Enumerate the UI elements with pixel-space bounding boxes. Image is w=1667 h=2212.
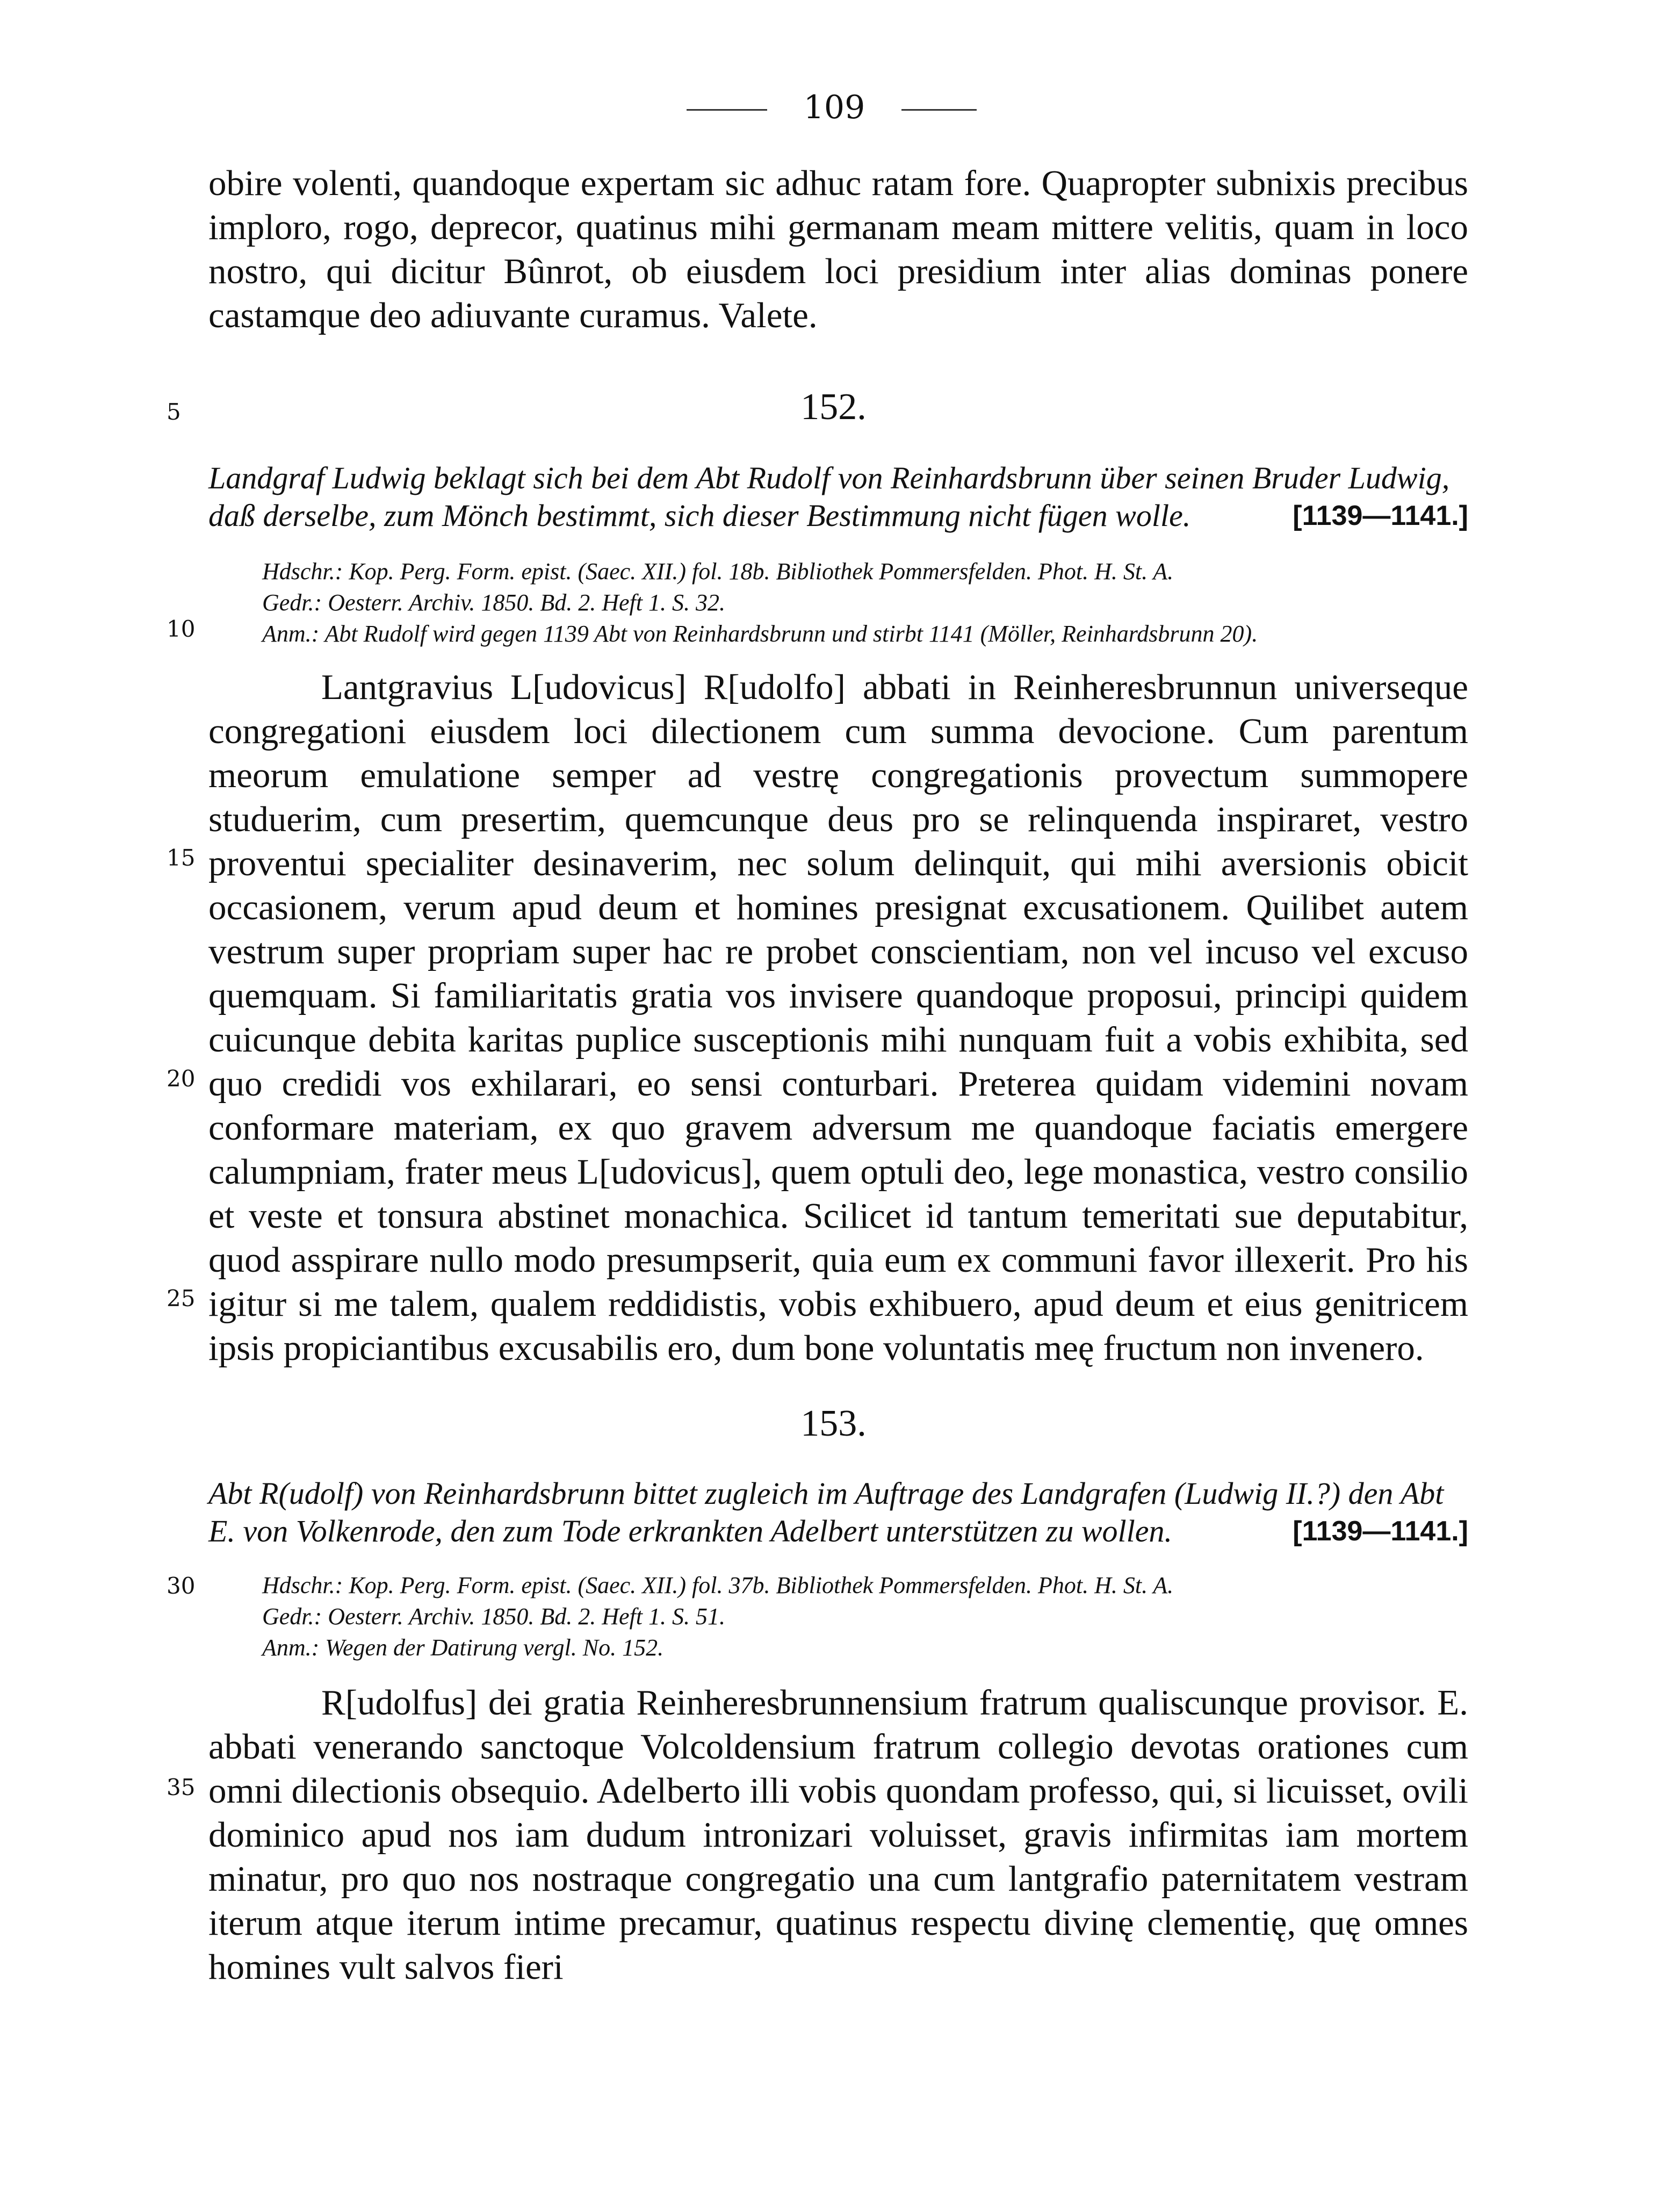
date-153: [1139—1141.] [1293,1516,1468,1547]
apparatus-153 [262,1570,1466,1663]
summary-153 [208,1475,1468,1550]
line-number-10: 10 [167,616,196,642]
printed-note-153: Gedr.: Oesterr. Archiv. 1850. Bd. 2. Heft 1. S. 51. [262,1603,725,1630]
line-number-5: 5 [167,399,181,425]
intro-section [208,161,1468,337]
printed-note-152: Gedr.: Oesterr. Archiv. 1850. Bd. 2. Heft 1. S. 32. [262,589,725,616]
remark-note-153: Anm.: Wegen der Datirung vergl. No. 152. [262,1634,664,1661]
text-153-section [208,1681,1468,1989]
line-number-35: 35 [167,1774,196,1800]
header-rule-right [901,109,977,111]
summary-152-text: Landgraf Ludwig beklagt sich bei dem Abt Rudolf von Reinhardsbrunn über seinen Bruder Ludwig, daß derselbe, zum Mönch bestimmt, sich dieser Bestimmung nicht fügen wolle. [208,460,1450,533]
line-number-15: 15 [167,845,196,871]
document-number-153: 153. [800,1403,867,1444]
text-152-section [208,665,1468,1370]
summary-152 [208,459,1468,535]
text-153: R[udolfus] dei gratia Reinheresbrunnensium fratrum qualiscunque provisor. E. abbati venerando sanctoque Volcoldensium fratrum collegio devotas orationes cum omni dilectionis obsequio. Adelberto illi vobis quondam professo, qui, si licuisset, ovili dominico apud nos iam dudum intronizari voluisset, gravis infirmitas iam mortem minatur, pro quo nos nostraque congregatio una cum lantgrafio paternitatem vestram iterum atque iterum intime precamur, quatinus respectu divinę clementię, quę omnes homines vult salvos fieri [208,1683,1468,1987]
line-number-25: 25 [167,1285,196,1312]
intro-paragraph: obire volenti, quandoque expertam sic adhuc ratam fore. Quapropter subnixis precibus imploro, rogo, deprecor, quatinus mihi germanam meam mittere velitis, quam in loco nostro, qui dicitur Bûnrot, ob eiusdem loci presidium inter alias dominas ponere castamque deo adiuvante curamus. Valete. [208,163,1468,335]
date-152: [1139—1141.] [1293,500,1468,531]
header-rule-left [687,109,767,111]
line-number-20: 20 [167,1065,196,1092]
manuscript-note-153: Hdschr.: Kop. Perg. Form. epist. (Saec. XII.) fol. 37b. Bibliothek Pommersfelden. Phot. H. St. A. [262,1572,1174,1598]
page-number: 109 [803,89,865,126]
summary-153-text: Abt R(udolf) von Reinhardsbrunn bittet zugleich im Auftrage des Landgrafen (Ludwig II.?) den Abt E. von Volkenrode, den zum Tode erkrankten Adelbert unterstützen zu wollen. [208,1476,1444,1548]
line-number-30: 30 [167,1573,196,1599]
manuscript-note-152: Hdschr.: Kop. Perg. Form. epist. (Saec. XII.) fol. 18b. Bibliothek Pommersfelden. Phot. H. St. A. [262,558,1174,585]
apparatus-152 [262,556,1466,650]
remark-note-152: Anm.: Abt Rudolf wird gegen 1139 Abt von Reinhardsbrunn und stirbt 1141 (Möller, Reinhardsbrunn 20). [262,621,1258,647]
text-152: Lantgravius L[udovicus] R[udolfo] abbati in Reinheresbrunnun universeque congregationi eiusdem loci dilectionem cum summa devocione. Cum parentum meorum emulatione semper ad vestrę congregationis provectum summopere studuerim, cum presertim, quemcunque deus pro se relinquenda inspiraret, vestro proventui specialiter desinaverim, nec solum delinquit, qui mihi aversionis obicit occasionem, verum apud deum et homines presignat excusationem. Quilibet autem vestrum super propriam super hac re probet conscientiam, non vel incuso vel excuso quemquam. Si familiaritatis gratia vos invisere quandoque proposui, principi quidem cuicunque debita karitas puplice susceptionis mihi nunquam fuit a vobis exhibita, sed quo credidi vos exhilarari, eo sensi conturbari. Preterea quidam videmini novam conformare materiam, ex quo gravem adversum me quandoque faciatis emergere calumpniam, frater meus L[udovicus], quem optuli deo, lege monastica, vestro consilio et veste et tonsura abstinet monachica. Scilicet id tantum temeritati sue deputabitur, quod asspirare nullo modo presumpserit, quia eum ex communi favor illexerit. Pro his igitur si me talem, qualem reddidistis, vobis exhibuero, apud deum et eius genitricem ipsis propiciantibus excusabilis ero, dum bone voluntatis meę fructum non invenero. [208,667,1468,1368]
page-header [0,89,1667,132]
document-number-152: 152. [800,386,867,428]
